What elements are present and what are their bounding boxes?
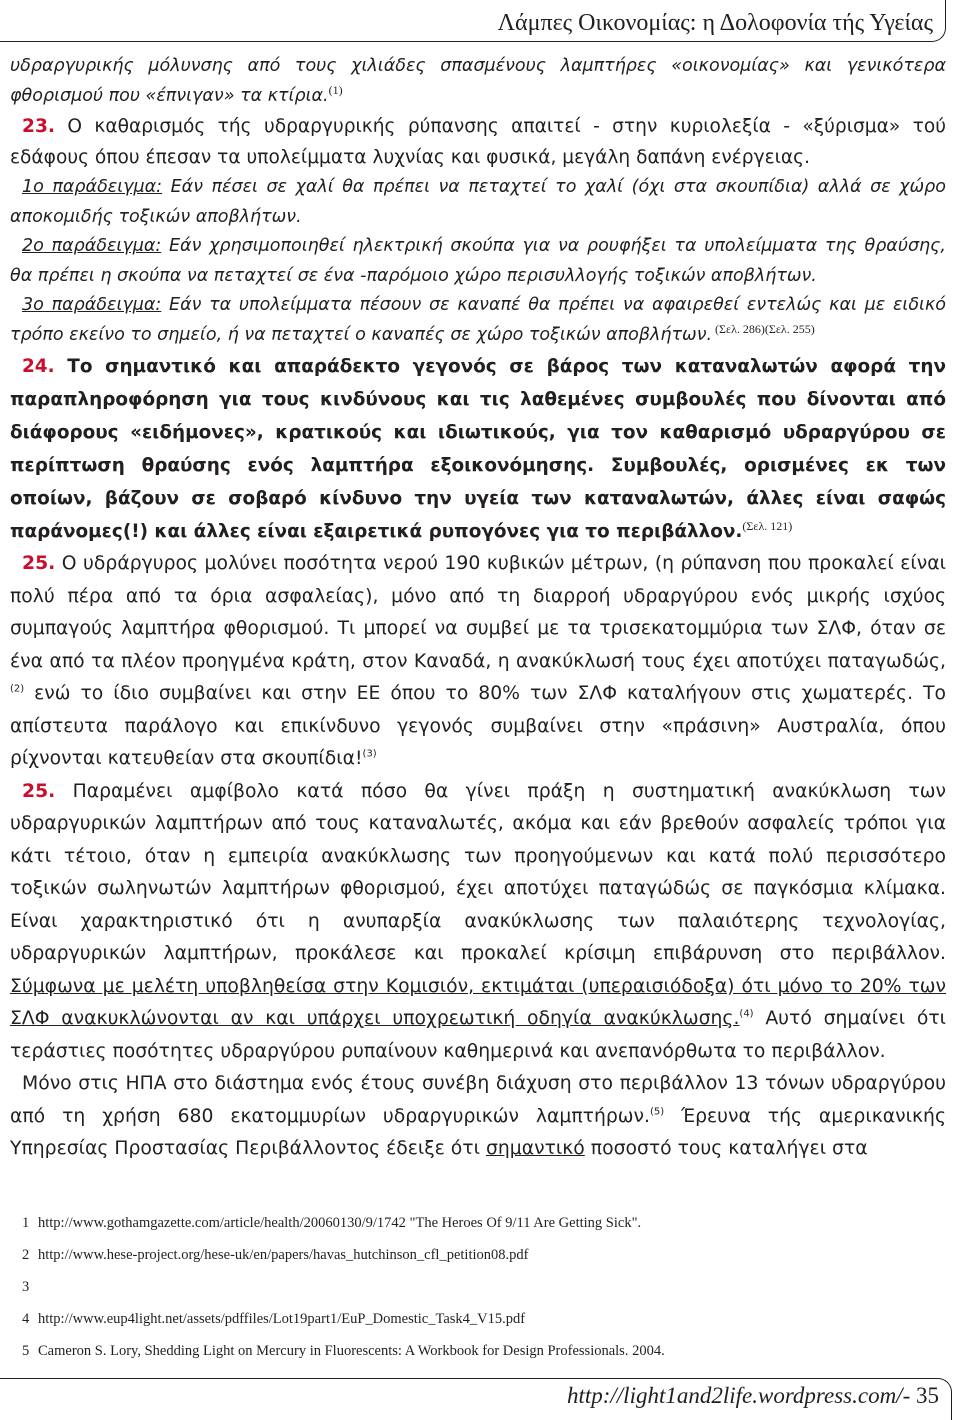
paragraph-number: 25. bbox=[22, 780, 56, 802]
paragraph-number: 24. bbox=[22, 356, 55, 377]
footnote-ref: (3) bbox=[362, 748, 377, 760]
example-3 bbox=[10, 291, 946, 350]
footnote-4 bbox=[22, 1303, 942, 1335]
footnotes bbox=[22, 1207, 942, 1367]
footnote-text[interactable]: http://www.eup4light.net/assets/pdffiles/Lot19part1/EuP_Domestic_Task4_V15.pdf bbox=[38, 1311, 526, 1327]
running-title: Λάμπες Οικονομίας: η Δολοφονία τής Υγείας bbox=[497, 10, 933, 36]
paragraph-text: υδραργυρικής μόλυνσης από τους χιλιάδες σπασμένους λαμπτήρες «οικονομίας» και γενικότερα φθορισμού που «έπνιγαν» τα κτίρια. bbox=[10, 56, 946, 106]
footnote-text[interactable]: http://www.gothamgazette.com/article/health/20060130/9/1742 "The Heroes Of 9/11 Are Getting Sick". bbox=[38, 1215, 642, 1231]
footnote-number: 2 bbox=[22, 1247, 30, 1263]
underlined-text: Σύμφωνα με μελέτη υποβληθείσα στην Κομισιόν, εκτιμάται (υπεραισιόδοξα) ότι μόνο το 20% των ΣΛΦ ανακυκλώνονται αν και υπάρχει υποχρεωτική οδηγία ανακύκλωσης. bbox=[10, 975, 946, 1029]
footnote-5 bbox=[22, 1335, 942, 1367]
footnote-2 bbox=[22, 1239, 942, 1271]
example-text: Εάν χρησιμοποιηθεί ηλεκτρική σκούπα για να ρουφήξει τα υπολείμματα της θραύσης, θα πρέπει η σκούπα να πεταχτεί σε ένα -παρόμοιο χώρο περισυλλογής τοξικών αποβλήτων. bbox=[10, 236, 946, 286]
paragraph-continuation bbox=[10, 52, 946, 111]
example-label: 1ο παράδειγμα: bbox=[22, 177, 163, 197]
page-ref: (Σελ. 286)(Σελ. 255) bbox=[712, 321, 815, 336]
footnote-number: 4 bbox=[22, 1311, 30, 1327]
example-text: Εάν πέσει σε χαλί θα πρέπει να πεταχτεί το χαλί (όχι στα σκουπίδια) αλλά σε χώρο αποκομιδής τοξικών αποβλήτων. bbox=[10, 177, 946, 227]
example-label: 3ο παράδειγμα: bbox=[22, 295, 162, 315]
paragraph-number: 25. bbox=[22, 553, 56, 574]
page-body bbox=[10, 52, 946, 1166]
paragraph-text: ενώ το ίδιο συμβαίνει και στην ΕΕ όπου το 80% των ΣΛΦ καταλήγουν στις χωματερές. Το απίστευτα παράλογο και επικίνδυνο γεγονός συμβαίνει στην «πράσινη» Αυστραλία, όπου ρίχνονται κατευθείαν στα σκουπίδια! bbox=[10, 683, 946, 769]
example-text: Εάν τα υπολείμματα πέσουν σε καναπέ θα πρέπει να αφαιρεθεί εντελώς και με ειδικό τρόπο εκείνο το σημείο, ή να πεταχτεί ο καναπές σε χώρο τοξικών αποβλήτων. bbox=[10, 295, 946, 345]
paragraph-24 bbox=[10, 350, 946, 548]
footnote-text[interactable]: http://www.hese-project.org/hese-uk/en/papers/havas_hutchinson_cfl_petition08.pdf bbox=[38, 1247, 529, 1263]
footnote-3 bbox=[22, 1271, 942, 1303]
footer-line bbox=[567, 1383, 939, 1409]
example-2 bbox=[10, 232, 946, 291]
paragraph-23 bbox=[10, 111, 946, 173]
paragraph-text: Ο υδράργυρος μολύνει ποσότητα νερού 190 κυβικών μέτρων, (η ρύπανση που προκαλεί είναι πολύ πέρα από τα όρια ασφαλείας), μόνο από τη διαρροή υδραργύρου ενός μικρής ισχύος συμπαγούς λαμπτήρα φθορισμού. Τι μπορεί να συμβεί με τα τρισεκατομμύρια των ΣΛΦ, όταν σε ένα από τα πλέον προηγμένα κράτη, στον Καναδά, η ανακύκλωσή τους έχει αποτύχει παταγωδώς, bbox=[10, 553, 946, 672]
paragraph-text: Παραμένει αμφίβολο κατά πόσο θα γίνει πράξη η συστηματική ανακύκλωση των υδραργυρικών λαμπτήρων από τους καταναλωτές, ακόμα και εάν βρεθούν ασφαλείς τρόποι για κάτι τέτοιο, όταν η εμπειρία ανακύκλωσης των προηγούμενων και κατά πολύ περισσότερο τοξικών σωληνωτών λαμπτήρων φθορισμού, έχει αποτύχει παταγώδώς σε παγκόσμια κλίμακα. Είναι χαρακτηριστικό ότι η ανυπαρξία ανακύκλωσης των παλαιότερης τεχνολογίας, υδραργυρικών λαμπτήρων, προκάλεσε και προκαλεί κρίσιμη επιβάρυνση στο περιβάλλον. bbox=[10, 780, 946, 964]
footnote-ref: (5) bbox=[650, 1106, 665, 1118]
paragraph-text: ποσοστό τους καταλήγει στα bbox=[584, 1138, 868, 1159]
footnote-1 bbox=[22, 1207, 942, 1239]
page-header bbox=[0, 0, 946, 42]
paragraph-text: Έρευνα τής αμερικανικής Υπηρεσίας Προστασίας Περιβάλλοντος έδειξε ότι bbox=[10, 1105, 946, 1159]
footnote-number: 3 bbox=[22, 1279, 30, 1295]
paragraph-25a bbox=[10, 548, 946, 776]
page-footer bbox=[0, 1378, 952, 1420]
footnote-ref: (4) bbox=[739, 1008, 754, 1020]
paragraph-text: Αυτό σημαίνει ότι τεράστιες ποσότητες υδραργύρου ρυπαίνουν καθημερινά και ανεπανόρθωτα το περιβάλλον. bbox=[10, 1008, 946, 1062]
footnote-text: Cameron S. Lory, Shedding Light on Mercury in Fluorescents: A Workbook for Design Professionals. 2004. bbox=[38, 1343, 665, 1359]
paragraph-26 bbox=[10, 1068, 946, 1166]
paragraph-text: Το σημαντικό και απαράδεκτο γεγονός σε βάρος των καταναλωτών αφορά την παραπληροφόρηση για τους κινδύνους και τις λαθεμένες συμβουλές που δίνονται από διάφορους «ειδήμονες», κρατικούς και ιδιωτικούς, για τον καθαρισμό υδραργύρου σε περίπτωση θραύσης ενός λαμπτήρα εξοικονόμησης. Συμβουλές, ορισμένες εκ των οποίων, βάζουν σε σοβαρό κίνδυνο την υγεία των καταναλωτών, άλλες είναι σαφώς παράνομες(!) και άλλες είναι εξαιρετικά ρυπογόνες για το περιβάλλον. bbox=[10, 356, 946, 542]
paragraph-25b bbox=[10, 776, 946, 1069]
footnote-number: 5 bbox=[22, 1343, 30, 1359]
footnote-ref: (1) bbox=[328, 82, 343, 97]
page-ref: (Σελ. 121) bbox=[742, 518, 793, 533]
example-1 bbox=[10, 173, 946, 232]
page-number: - 35 bbox=[902, 1383, 939, 1408]
footnote-number: 1 bbox=[22, 1215, 30, 1231]
paragraph-text: Μόνο στις ΗΠΑ στο διάστημα ενός έτους συνέβη διάχυση στο περιβάλλον 13 τόνων υδραργύρου από τη χρήση 680 εκατομμυρίων υδραργυρικών λαμπτήρων. bbox=[10, 1073, 946, 1127]
paragraph-text: Ο καθαρισμός τής υδραργυρικής ρύπανσης απαιτεί - στην κυριολεξία - «ξύρισμα» τού εδάφους όπου έπεσαν τα υπολείμματα λυχνίας και φυσικά, μεγάλη δαπάνη ενέργειας. bbox=[10, 116, 946, 168]
underlined-text: σημαντικό bbox=[485, 1138, 585, 1159]
paragraph-number: 23. bbox=[22, 116, 55, 137]
site-url[interactable]: http://light1and2life.wordpress.com/ bbox=[566, 1383, 903, 1408]
example-label: 2ο παράδειγμα: bbox=[22, 236, 162, 256]
footnote-ref: (2) bbox=[10, 683, 25, 695]
